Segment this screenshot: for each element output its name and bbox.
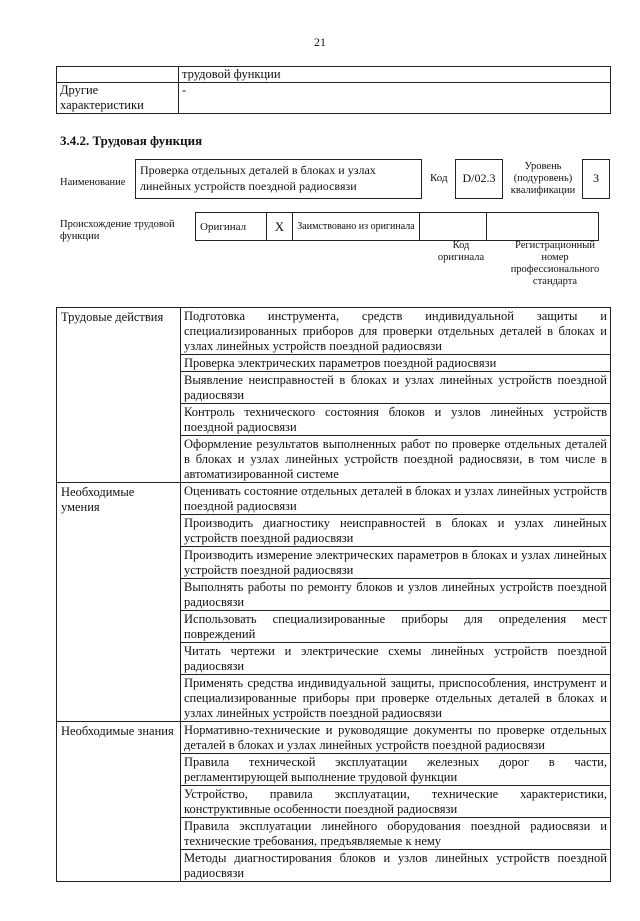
requirement-item: Контроль технического состояния блоков и узлов линейных устройств поездной радиосвязи [181, 404, 611, 436]
table-row [57, 67, 611, 83]
origin-label: Происхождение трудовой функции [60, 219, 175, 242]
other-characteristics-label: Другие характеристики [57, 83, 179, 114]
original-label: Оригинал [196, 213, 267, 241]
requirement-item: Применять средства индивидуальной защиты, приспособления, инструмент и специализированные приборы при проверке отдельных деталей в блоках и узлах линейных устройств поездной радиосвязи [181, 675, 611, 722]
table-row [57, 483, 611, 515]
page-number: 21 [314, 35, 326, 49]
requirement-item: Подготовка инструмента, средств индивидуальной защиты и специализированных приборов для проверки отдельных деталей в блоках и узлах линейных устройств поездной радиосвязи [181, 308, 611, 355]
reg-number-caption: Регистрационный номер профессионального стандарта [510, 240, 600, 287]
name-label: Наименование [60, 177, 126, 188]
table-row [57, 722, 611, 754]
requirement-item: Оформление результатов выполненных работ по проверке отдельных деталей в блоках и узлах линейных устройств поездной радиосвязи, в том числе в автоматизированной системе [181, 436, 611, 483]
table-row [57, 83, 611, 114]
requirement-item: Производить измерение электрических параметров в блоках и узлах линейных устройств поездной радиосвязи [181, 547, 611, 579]
table-row [196, 213, 599, 241]
empty-cell [57, 67, 179, 83]
origin-table [195, 212, 599, 241]
requirement-item: Производить диагностику неисправностей в блоках и узлах линейных устройств поездной радиосвязи [181, 515, 611, 547]
table-row [57, 308, 611, 355]
borrowed-label: Заимствовано из оригинала [293, 213, 420, 241]
requirement-item: Устройство, правила эксплуатации, технические характеристики, конструктивные особенности поездной радиосвязи [181, 786, 611, 818]
requirement-item: Нормативно-технические и руководящие документы по проверке отдельных деталей в блоках и узлах линейных устройств поездной радиосвязи [181, 722, 611, 754]
continuation-table [56, 66, 611, 114]
requirement-item: Выполнять работы по ремонту блоков и узлов линейных устройств поездной радиосвязи [181, 579, 611, 611]
requirement-item: Проверка электрических параметров поездной радиосвязи [181, 355, 611, 372]
requirement-item: Оценивать состояние отдельных деталей в блоках и узлах линейных устройств поездной радиосвязи [181, 483, 611, 515]
qualification-level-value: 3 [582, 159, 610, 199]
qualification-level-label: Уровень (подуровень) квалификации [510, 161, 576, 196]
reg-number-cell [487, 213, 599, 241]
requirements-table [56, 307, 611, 882]
requirement-item: Использовать специализированные приборы для определения мест повреждений [181, 611, 611, 643]
function-name: Проверка отдельных деталей в блоках и узлах линейных устройств поездной радиосвязи [135, 159, 422, 199]
code-original-caption: Код оригинала [437, 240, 485, 263]
requirement-item: Правила эксплуатации линейного оборудования поездной радиосвязи и технические требования, предъявляемые к нему [181, 818, 611, 850]
requirement-item: Методы диагностирования блоков и узлов линейных устройств поездной радиосвязи [181, 850, 611, 882]
section-category: Трудовые действия [57, 308, 181, 483]
requirement-item: Читать чертежи и электрические схемы линейных устройств поездной радиосвязи [181, 643, 611, 675]
function-code: D/02.3 [455, 159, 503, 199]
code-label: Код [430, 172, 448, 184]
other-characteristics-value: - [179, 83, 611, 114]
section-category: Необходимые знания [57, 722, 181, 882]
requirement-item: Выявление неисправностей в блоках и узлах линейных устройств поездной радиосвязи [181, 372, 611, 404]
section-title: 3.4.2. Трудовая функция [60, 133, 203, 148]
original-mark: X [267, 213, 293, 241]
requirement-item: Правила технической эксплуатации железных дорог в части, регламентирующей выполнение трудовой функции [181, 754, 611, 786]
section-category: Необходимые умения [57, 483, 181, 722]
code-original-cell [420, 213, 487, 241]
continuation-text: трудовой функции [179, 67, 611, 83]
